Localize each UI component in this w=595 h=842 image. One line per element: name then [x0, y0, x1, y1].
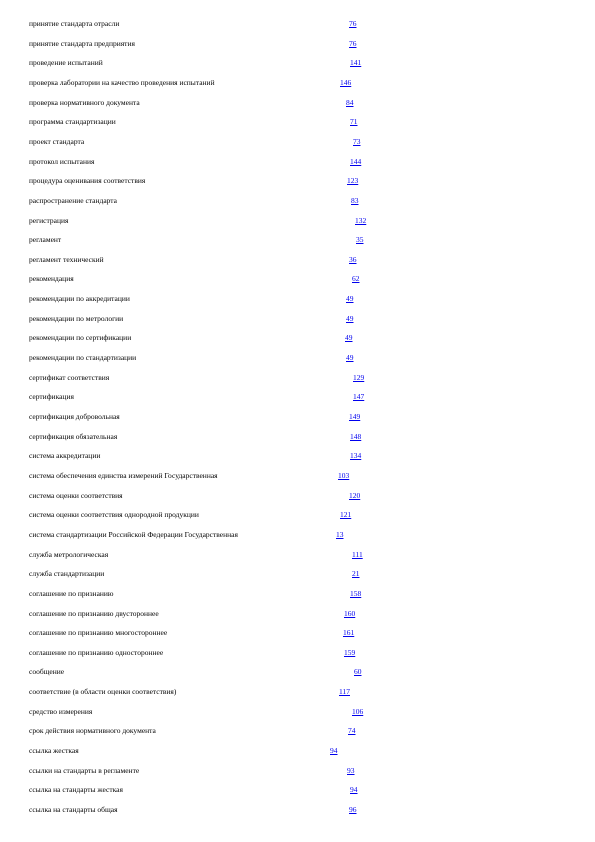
page-number-link[interactable]: 149 [349, 412, 361, 421]
index-entry [0, 628, 595, 640]
page-number-link[interactable]: 60 [354, 667, 362, 677]
index-term: распространение стандарта [29, 195, 117, 205]
index-entry [0, 707, 595, 719]
index-entry [0, 314, 595, 326]
page-number-link[interactable]: 93 [347, 765, 355, 775]
index-entry [0, 589, 595, 601]
index-term: принятие стандарта отрасли [29, 19, 120, 28]
page-number-link[interactable]: 13 [336, 529, 344, 539]
index-entry [0, 157, 595, 169]
page-number-link[interactable]: 111 [352, 549, 363, 559]
page-number-link[interactable]: 73 [353, 136, 361, 146]
index-term: проект стандарта [29, 136, 85, 146]
page-number-link[interactable]: 76 [349, 38, 357, 48]
page-number-link[interactable]: 117 [339, 687, 350, 697]
index-term: средство измерения [29, 706, 93, 716]
page-number-link[interactable]: 103 [338, 470, 350, 480]
index-entry [0, 39, 595, 51]
index-term: система оценки соответствия [29, 490, 123, 500]
index-entry [0, 609, 595, 621]
page-number-link[interactable]: 71 [350, 117, 358, 127]
page-number-link[interactable]: 148 [350, 431, 362, 441]
index-entry [0, 294, 595, 306]
index-term: соглашение по признанию [29, 588, 114, 598]
index-entry [0, 746, 595, 758]
index-entry [0, 648, 595, 660]
index-entry [0, 58, 595, 70]
page-number-link[interactable]: 129 [353, 372, 365, 382]
index-entry [0, 392, 595, 404]
index-entry [0, 687, 595, 699]
index-entry [0, 176, 595, 188]
index-entry [0, 785, 595, 797]
page-number-link[interactable]: 94 [350, 785, 358, 795]
index-entry [0, 766, 595, 778]
page-number-link[interactable]: 158 [350, 588, 362, 598]
index-entry [0, 196, 595, 208]
index-entry [0, 550, 595, 562]
index-entry [0, 510, 595, 522]
index-term: рекомендации по метрологии [29, 313, 124, 323]
index-term: система оценки соответствия однородной продукции [29, 510, 199, 520]
page-number-link[interactable]: 35 [356, 235, 364, 245]
index-term: служба метрологическая [29, 549, 109, 559]
index-entry [0, 137, 595, 149]
index-term: проведение испытаний [29, 58, 103, 68]
index-entry [0, 471, 595, 483]
page-number-link[interactable]: 49 [346, 353, 354, 363]
index-term: рекомендация [29, 274, 74, 284]
page-number-link[interactable]: 146 [340, 77, 352, 87]
page-number-link[interactable]: 94 [330, 746, 338, 756]
index-entry [0, 412, 595, 424]
page-number-link[interactable]: 49 [346, 313, 354, 323]
index-term: соответствие (в области оценки соответствия) [29, 687, 177, 697]
page-number-link[interactable]: 21 [352, 569, 360, 579]
index-entry [0, 98, 595, 110]
page-number-link[interactable]: 84 [346, 97, 354, 107]
index-term: проверка нормативного документа [29, 97, 140, 107]
page-number-link[interactable]: 141 [350, 58, 362, 68]
page-number-link[interactable]: 49 [345, 333, 353, 343]
index-entry [0, 255, 595, 267]
index-entry [0, 19, 595, 31]
page-number-link[interactable]: 96 [349, 805, 357, 814]
index-entry [0, 530, 595, 542]
index-term: регламент технический [29, 254, 104, 264]
index-term: регистрация [29, 215, 69, 225]
index-entry [0, 333, 595, 345]
index-term: протокол испытания [29, 156, 95, 166]
index-entry [0, 491, 595, 503]
page-number-link[interactable]: 62 [352, 274, 360, 284]
page-number-link[interactable]: 120 [349, 490, 361, 500]
index-entry [0, 78, 595, 90]
page-number-link[interactable]: 160 [344, 608, 356, 618]
index-entry [0, 353, 595, 365]
page-number-link[interactable]: 161 [343, 628, 355, 638]
index-term: сообщение [29, 667, 65, 677]
index-term: соглашение по признанию одностороннее [29, 647, 164, 657]
index-term: соглашение по признанию многостороннее [29, 628, 168, 638]
index-entry [0, 235, 595, 247]
index-term: рекомендации по сертификации [29, 333, 132, 343]
index-entry [0, 569, 595, 581]
index-term: ссылка жесткая [29, 746, 79, 756]
index-term: рекомендации по стандартизации [29, 353, 137, 363]
index-entry [0, 432, 595, 444]
index-term: сертификат соответствия [29, 372, 110, 382]
page-number-link[interactable]: 83 [351, 195, 359, 205]
index-term: программа стандартизации [29, 117, 116, 127]
index-term: система аккредитации [29, 451, 101, 461]
index-term: служба стандартизации [29, 569, 105, 579]
index-term: регламент [29, 235, 62, 245]
page-number-link[interactable]: 121 [340, 510, 352, 520]
index-entry [0, 274, 595, 286]
index-term: сертификация [29, 392, 74, 402]
index-term: ссылка на стандарты общая [29, 805, 118, 814]
page-number-link[interactable]: 49 [346, 294, 354, 304]
index-entry [0, 805, 595, 817]
page-number-link[interactable]: 144 [350, 156, 362, 166]
index-term: система обеспечения единства измерений Государственная [29, 470, 218, 480]
index-term: ссылка на стандарты жесткая [29, 785, 123, 795]
page-number-link[interactable]: 134 [350, 451, 362, 461]
index-entry [0, 667, 595, 679]
index-term: соглашение по признанию двустороннее [29, 608, 159, 618]
page-number-link[interactable]: 74 [348, 726, 356, 736]
index-term: система стандартизации Российской Федерации Государственная [29, 529, 238, 539]
page-number-link[interactable]: 159 [344, 647, 356, 657]
index-entry [0, 451, 595, 463]
index-entry [0, 117, 595, 129]
page-number-link[interactable]: 132 [355, 215, 367, 225]
page-number-link[interactable]: 76 [349, 19, 357, 28]
page-number-link[interactable]: 147 [353, 392, 365, 402]
index-term: ссылки на стандарты в регламенте [29, 765, 140, 775]
index-term: срок действия нормативного документа [29, 726, 156, 736]
page-number-link[interactable]: 123 [347, 176, 359, 186]
index-entry [0, 373, 595, 385]
index-term: рекомендации по аккредитации [29, 294, 130, 304]
index-entry [0, 216, 595, 228]
page-number-link[interactable]: 106 [352, 706, 364, 716]
index-term: принятие стандарта предприятия [29, 38, 135, 48]
index-term: сертификация добровольная [29, 412, 120, 421]
index-term: процедура оценивания соответствия [29, 176, 146, 186]
page-number-link[interactable]: 36 [349, 254, 357, 264]
index-term: проверка лаборатории на качество проведения испытаний [29, 77, 215, 87]
index-term: сертификация обязательная [29, 431, 118, 441]
index-entry [0, 726, 595, 738]
